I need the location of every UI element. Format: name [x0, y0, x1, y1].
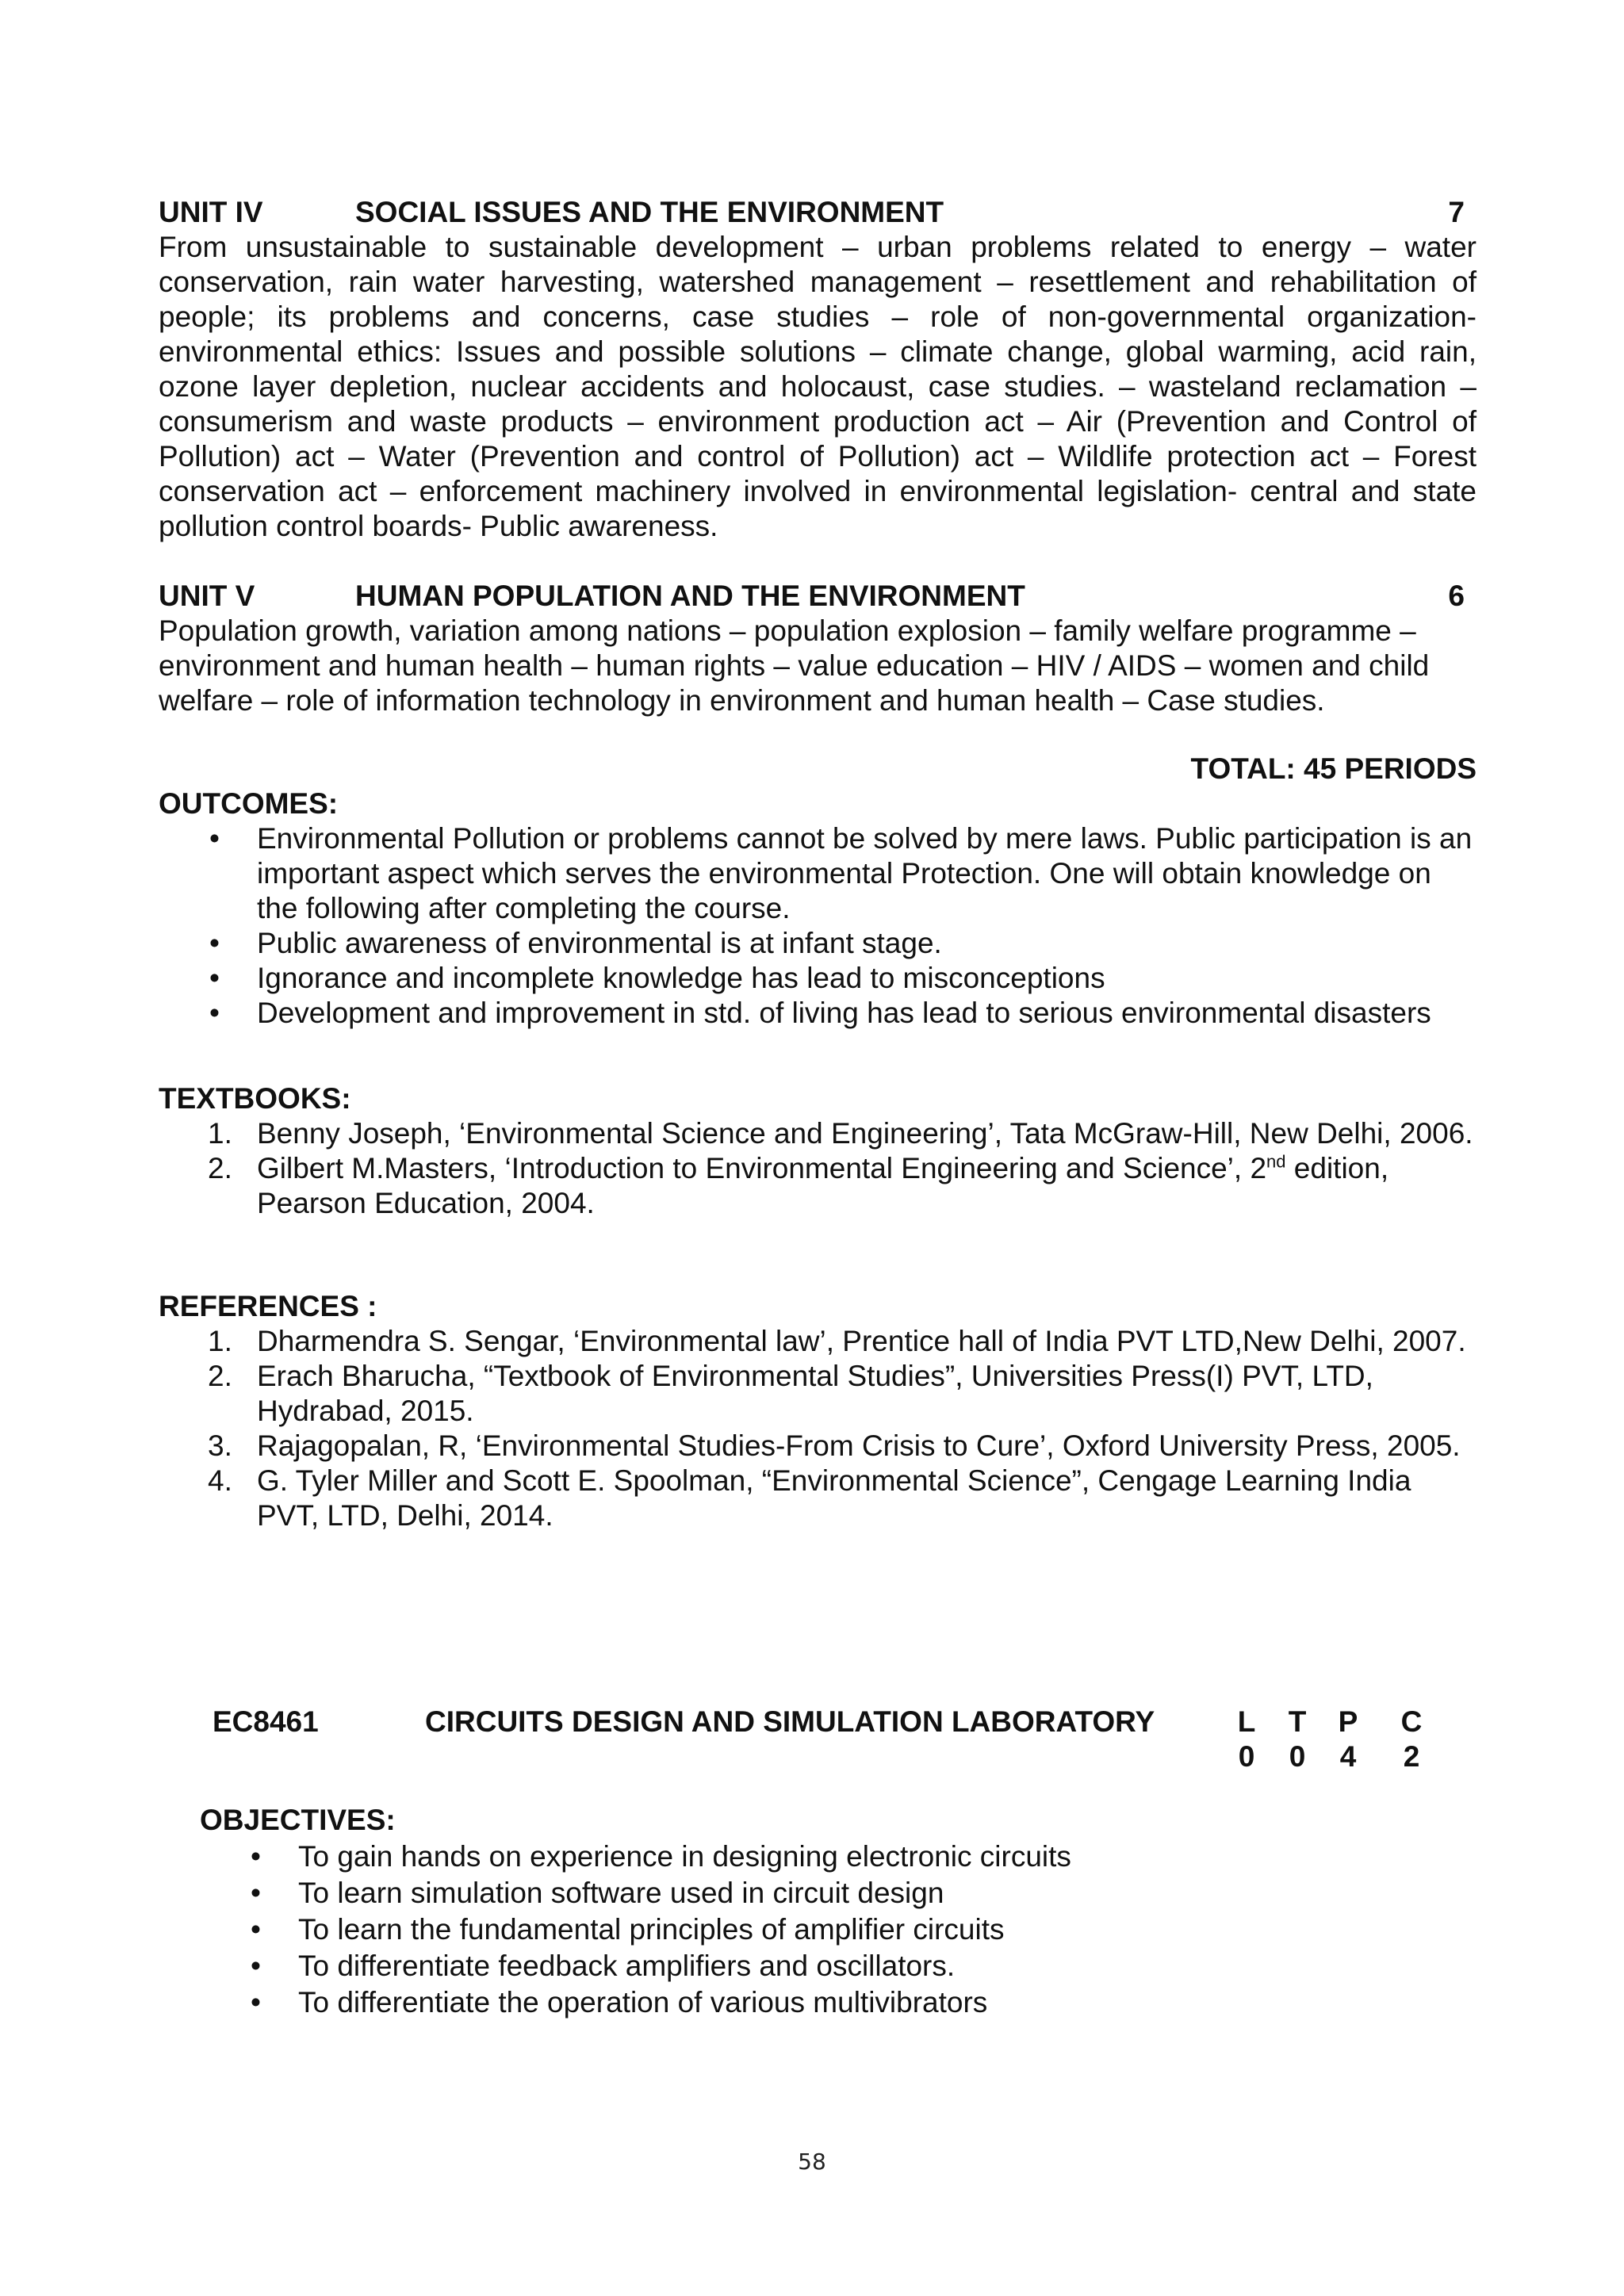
list-item: • Public awareness of environmental is at infant stage. — [209, 927, 942, 959]
course-title: CIRCUITS DESIGN AND SIMULATION LABORATORY — [425, 1705, 1155, 1738]
list-item: • To learn the fundamental principles of amplifier circuits — [251, 1913, 1005, 1946]
textbooks-list — [159, 1116, 1477, 1221]
ltpc-column-p: P 4 — [1338, 1705, 1358, 1773]
unit-4-hours: 7 — [1448, 196, 1465, 228]
list-item: 2. Gilbert M.Masters, ‘Introduction to Environmental Engineering and Science’, 2nd edition, Pearson Education, 2004. — [208, 1151, 1389, 1219]
bullet-icon: • — [209, 822, 220, 855]
total-periods: TOTAL: 45 PERIODS — [1190, 752, 1477, 785]
bullet-icon: • — [251, 1877, 261, 1909]
references-list — [159, 1324, 1477, 1533]
list-item: 2. Erach Bharucha, “Textbook of Environmental Studies”, Universities Press(I) PVT, LTD, Hydrabad, 2015. — [208, 1360, 1373, 1427]
bullet-icon: • — [251, 1950, 261, 1982]
bullet-icon: • — [251, 1840, 261, 1873]
list-item: • Development and improvement in std. of living has lead to serious environmental disasters — [209, 997, 1431, 1029]
ltpc-column-l: L 0 — [1237, 1705, 1256, 1773]
page-number: 58 — [798, 2149, 826, 2175]
unit-4-title: SOCIAL ISSUES AND THE ENVIRONMENT — [355, 196, 944, 228]
ltpc-column-t: T 0 — [1288, 1705, 1307, 1773]
list-item: • To differentiate the operation of various multivibrators — [251, 1986, 988, 2019]
unit-4-label: UNIT IV — [159, 196, 263, 228]
bullet-icon: • — [209, 962, 220, 994]
unit-5-hours: 6 — [1448, 580, 1465, 612]
textbooks-heading: TEXTBOOKS: — [159, 1082, 351, 1115]
outcomes-list — [159, 821, 1477, 1031]
bullet-icon: • — [209, 927, 220, 959]
list-item: 3. Rajagopalan, R, ‘Environmental Studies-From Crisis to Cure’, Oxford University Press, 2005. — [208, 1429, 1461, 1462]
list-item: • To gain hands on experience in designing electronic circuits — [251, 1840, 1071, 1873]
list-item: • Ignorance and incomplete knowledge has lead to misconceptions — [209, 962, 1105, 994]
references-heading: REFERENCES : — [159, 1290, 377, 1322]
unit-5-label: UNIT V — [159, 580, 255, 612]
list-item: • To learn simulation software used in circuit design — [251, 1877, 944, 1909]
objectives-heading: OBJECTIVES: — [200, 1804, 396, 1836]
unit-4-heading — [159, 195, 1477, 230]
list-item: 1. Benny Joseph, ‘Environmental Science and Engineering’, Tata McGraw-Hill, New Delhi, 2006. — [208, 1117, 1473, 1150]
unit-5-title: HUMAN POPULATION AND THE ENVIRONMENT — [355, 580, 1025, 612]
unit-5-heading — [159, 579, 1477, 614]
course-code: EC8461 — [213, 1705, 319, 1738]
outcomes-heading: OUTCOMES: — [159, 787, 339, 820]
unit-5-content: Population growth, variation among nations – population explosion – family welfare programme – environment and human health – human rights – value education – HIV / AIDS – women and child welfare – role of information technology in environment and human health – Case studies. — [159, 614, 1430, 717]
course-header — [213, 1705, 1450, 1784]
bullet-icon: • — [209, 997, 220, 1029]
objectives-list — [200, 1839, 1453, 2022]
unit-4-content: From unsustainable to sustainable development – urban problems related to energy – water conservation, rain water harvesting, watershed management – resettlement and rehabilitation of people; its problems and concerns, case studies – role of non-governmental organization- environmental ethics: Issues and possible solutions – climate change, global warming, acid rain, ozone layer depletion, nuclear accidents and holocaust, case studies. – wasteland reclamation – consumerism and waste products – environment production act – Air (Prevention and Control of Pollution) act – Water (Prevention and control of Pollution) act – Wildlife protection act – Forest conservation act – enforcement machinery involved in environmental legislation- central and state pollution control boards- Public awareness. — [159, 231, 1477, 542]
list-item: • To differentiate feedback amplifiers and oscillators. — [251, 1950, 956, 1982]
ltpc-column-c: C 2 — [1400, 1705, 1423, 1773]
list-item: • Environmental Pollution or problems cannot be solved by mere laws. Public participation is an important aspect which serves the environmental Protection. One will obtain knowledge on the following after completing the course. — [209, 822, 1473, 924]
bullet-icon: • — [251, 1986, 261, 2019]
list-item: 1. Dharmendra S. Sengar, ‘Environmental law’, Prentice hall of India PVT LTD,New Delhi, 2007. — [208, 1325, 1466, 1357]
bullet-icon: • — [251, 1913, 261, 1946]
list-item: 4. G. Tyler Miller and Scott E. Spoolman, “Environmental Science”, Cengage Learning India PVT, LTD, Delhi, 2014. — [208, 1464, 1411, 1532]
